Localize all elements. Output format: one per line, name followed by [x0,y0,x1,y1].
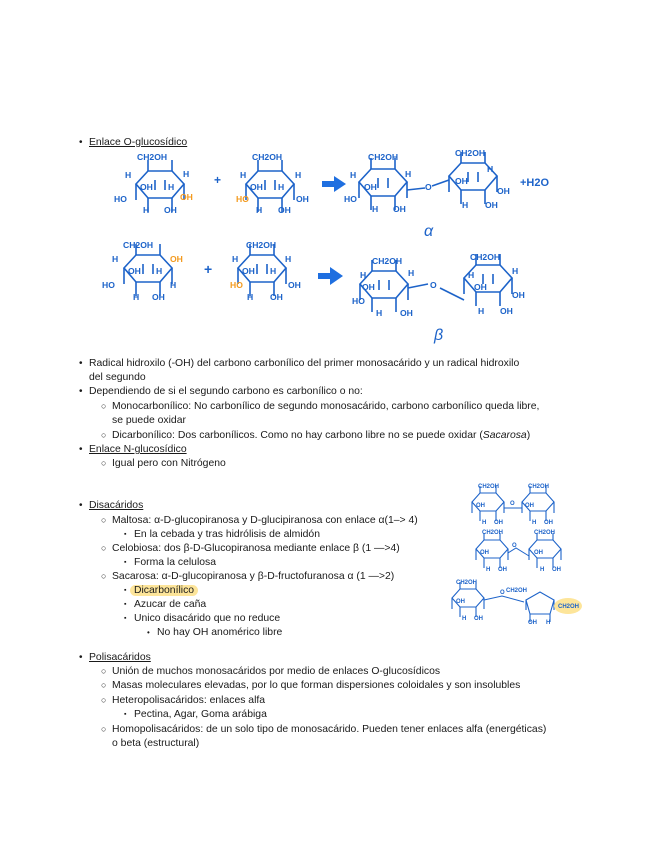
svg-text:OH: OH [474,616,483,622]
bullet: ▪ [124,601,127,608]
svg-text:HO: HO [236,194,249,204]
svg-text:H: H [405,169,412,179]
svg-text:CH2OH: CH2OH [506,588,528,594]
svg-text:OH: OH [534,550,543,556]
svg-text:OH: OH [362,282,375,292]
maltosa-text: Maltosa: α-D-glucopiranosa y D-glucipiranosa con enlace α(1–> 4) [112,515,418,526]
svg-text:OH: OH [170,254,183,264]
svg-text:OH: OH [278,205,291,215]
svg-text:OH: OH [485,200,498,210]
bullet: ▪ [124,559,127,566]
fructose-ch2oh-label: CH2OH [558,604,580,610]
dependiendo-text: Dependiendo de si el segundo carbono es carbonílico o no: [89,386,363,397]
sucrose-sketch [452,580,554,626]
svg-text:H: H [168,182,175,192]
svg-text:OH: OH [500,306,513,316]
svg-text:H: H [482,520,487,526]
svg-text:H: H [295,170,302,180]
svg-text:OH: OH [494,520,503,526]
svg-text:HO: HO [352,296,365,306]
polisacaridos-item: Masas moleculares elevadas, por lo que forman dispersiones coloidales y son insolubles [112,680,521,691]
svg-text:O: O [512,543,517,549]
sacarosa-item-dicarbonilico: Dicarbonílico [130,584,198,597]
svg-text:H: H [133,292,140,302]
svg-text:CH2OH: CH2OH [246,240,277,250]
bullet: • [79,652,83,663]
bullet: ○ [101,680,107,690]
svg-text:HO: HO [230,280,243,290]
radical-line-1: Radical hidroxilo (-OH) del carbono carbonílico del primer monosacárido y un radical hidroxilo [89,358,520,369]
bullet: • [79,386,83,397]
svg-text:+: + [204,261,213,277]
svg-text:H: H [240,170,247,180]
molecule-disaccharide-alpha [344,148,549,214]
heading-enlace-o-glucosidico: Enlace O-glucosídico [89,137,188,148]
svg-text:H: H [350,170,357,180]
bullet: ○ [101,543,107,553]
polisacaridos-item: Unión de muchos monosacáridos por medio de enlaces O-glucosídicos [112,666,441,677]
svg-text:CH2OH: CH2OH [470,252,501,262]
svg-text:H: H [532,520,537,526]
monocarbonilico-line-1: Monocarbonílico: No carbonílico de segundo monosacárido, carbono carbonílico queda libre, [112,401,540,412]
dicarbonilico-text: Dicarbonílico: Dos carbonílicos. Como no hay carbono libre no se puede oxidar (Sacarosa) [112,430,531,441]
svg-text:H: H [486,567,491,573]
svg-text:OH: OH [498,567,507,573]
cellobiose-sketch [476,530,561,573]
svg-text:CH2OH: CH2OH [372,256,403,266]
svg-text:HO: HO [114,194,127,204]
molecule-disaccharide-beta [352,252,525,318]
bullet: ○ [101,666,107,676]
homopolisacaridos-line-2: o beta (estructural) [112,738,200,749]
maltosa-sub: En la cebada y tras hidrólisis de almidón [134,529,320,540]
svg-text:H: H [487,164,494,174]
bullet: ○ [101,724,107,734]
svg-text:OH: OH [242,266,255,276]
celobiosa-text: Celobiosa: dos β-D-Glucopiranosa mediante enlace β (1 —>4) [112,543,400,554]
svg-text:H: H [408,268,415,278]
monocarbonilico-line-2: se puede oxidar [112,415,186,426]
svg-text:H: H [278,182,285,192]
svg-text:HO: HO [344,194,357,204]
svg-text:HO: HO [102,280,115,290]
molecule-glucose-1 [114,152,193,215]
svg-text:H: H [170,280,177,290]
svg-text:CH2OH: CH2OH [478,484,500,490]
heading-enlace-n-glucosidico: Enlace N-glucosídico [89,444,187,455]
svg-text:OH: OH [296,194,309,204]
svg-text:O: O [425,182,432,192]
bullet: ▪ [124,711,127,718]
bullet: ○ [101,515,107,525]
sacarosa-text: Sacarosa: α-D-glucopiranosa y β-D-fructofuranosa α (1 —>2) [112,571,395,582]
svg-text:OH: OH [164,205,177,215]
heading-polisacaridos: Polisacáridos [89,652,151,663]
svg-text:H: H [256,205,263,215]
svg-text:H: H [270,266,277,276]
beta-symbol: β [434,327,444,344]
svg-text:OH: OH [480,550,489,556]
bullet: • [79,137,83,148]
bullet: ○ [101,571,107,581]
svg-text:CH2OH: CH2OH [456,580,478,586]
heteropolisacaridos-sub: Pectina, Agar, Goma arábiga [134,709,267,720]
reaction-arrow [322,176,346,192]
svg-text:OH: OH [250,182,263,192]
polisacaridos-item: Heteropolisacáridos: enlaces alfa [112,695,266,706]
radical-line-2: del segundo [89,372,146,383]
plus-sign: + [214,173,222,187]
svg-text:CH2OH: CH2OH [528,484,550,490]
svg-text:H: H [372,204,379,214]
svg-text:H: H [232,254,239,264]
svg-text:H: H [376,308,383,318]
svg-text:H: H [360,270,367,280]
sacarosa-sub: No hay OH anomérico libre [157,627,283,638]
molecule-glucose-2 [236,152,309,215]
svg-text:H: H [156,266,163,276]
bullet: • [79,358,83,369]
svg-text:CH2OH: CH2OH [252,152,283,162]
svg-text:H: H [247,292,254,302]
molecule-glucose-4 [230,240,301,302]
svg-text:OH: OH [393,204,406,214]
svg-text:OH: OH [456,599,465,605]
svg-text:H: H [546,620,551,626]
celobiosa-sub: Forma la celulosa [134,557,217,568]
alpha-symbol: α [424,223,434,240]
svg-text:H: H [540,567,545,573]
bullet: • [79,500,83,511]
svg-text:O: O [500,590,505,596]
svg-text:H: H [285,254,292,264]
bullet: ▪ [124,587,127,594]
bullet: ○ [101,430,107,440]
svg-text:OH: OH [140,182,153,192]
svg-text:OH: OH [288,280,301,290]
svg-text:CH2OH: CH2OH [123,240,154,250]
molecule-glucose-3 [102,240,183,302]
svg-text:H: H [125,170,132,180]
svg-text:OH: OH [544,520,553,526]
svg-text:OH: OH [528,620,537,626]
svg-text:CH2OH: CH2OH [368,152,399,162]
svg-text:OH: OH [497,186,510,196]
heading-disacaridos: Disacáridos [89,500,144,511]
bullet: ○ [101,401,107,411]
svg-text:OH: OH [525,503,534,509]
svg-text:OH: OH [270,292,283,302]
svg-text:H: H [462,616,467,622]
svg-text:OH: OH [476,503,485,509]
water-label: +H2O [520,177,550,189]
svg-text:H: H [512,266,519,276]
svg-text:OH: OH [128,266,141,276]
sacarosa-item-azucar: Azucar de caña [134,599,207,610]
svg-text:OH: OH [474,282,487,292]
homopolisacaridos-line-1: Homopolisacáridos: de un solo tipo de monosacárido. Pueden tener enlaces alfa (energéticas) [112,724,547,735]
svg-text:OH: OH [364,182,377,192]
svg-text:O: O [430,280,437,290]
svg-text:OH: OH [512,290,525,300]
bullet: ▪ [124,531,127,538]
svg-text:CH2OH: CH2OH [482,530,504,536]
bullet: ▪ [124,615,127,622]
enlace-n-sub: Igual pero con Nitrógeno [112,458,226,469]
svg-text:OH: OH [552,567,561,573]
bullet: • [147,628,150,637]
svg-text:H: H [183,169,190,179]
svg-text:OH: OH [400,308,413,318]
bullet: • [79,444,83,455]
svg-text:OH: OH [152,292,165,302]
ch2oh-label: CH2OH [137,152,168,162]
svg-text:CH2OH: CH2OH [455,148,486,158]
svg-text:OH: OH [455,176,468,186]
svg-text:H: H [468,270,475,280]
bullet: ○ [101,695,107,705]
bullet: ○ [101,458,107,468]
svg-text:H: H [478,306,485,316]
svg-text:H: H [462,200,469,210]
svg-text:OH: OH [180,192,193,202]
svg-text:H: H [143,205,150,215]
sacarosa-item-unico: Unico disacárido que no reduce [134,613,281,624]
svg-text:O: O [510,501,515,507]
svg-text:CH2OH: CH2OH [534,530,556,536]
svg-text:H: H [112,254,119,264]
maltose-sketch [472,484,554,526]
